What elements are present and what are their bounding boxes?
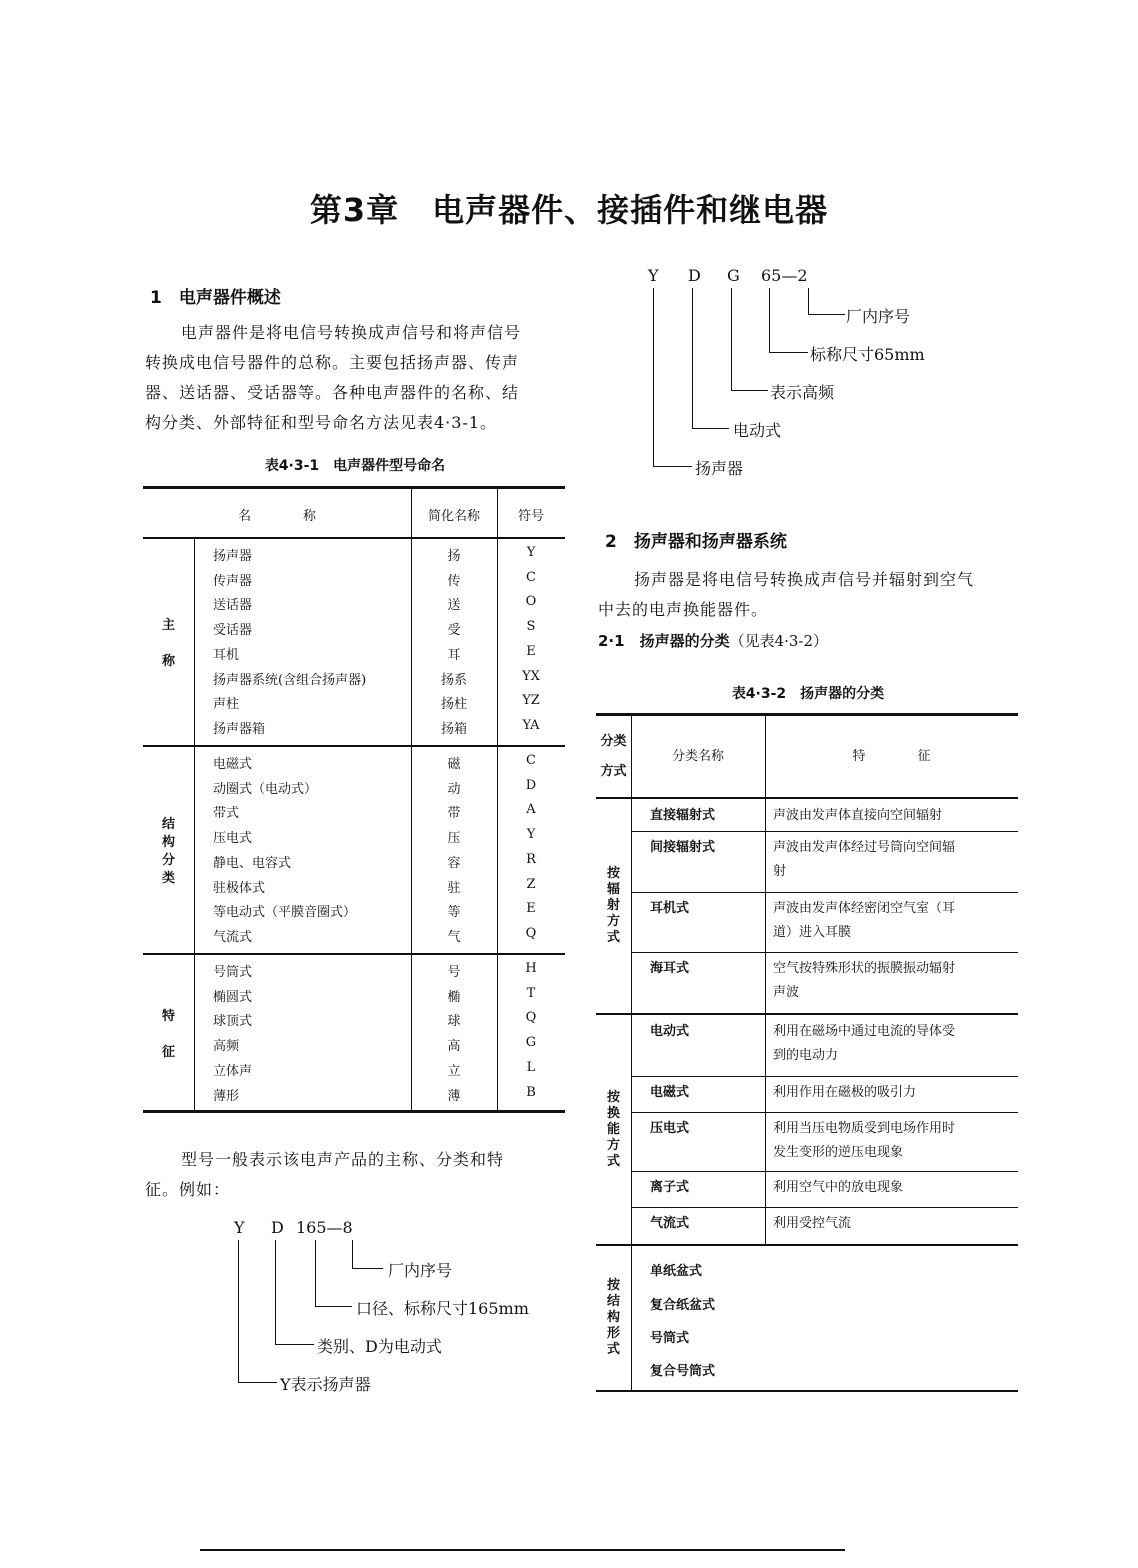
row-feature: 利用空气中的放电现象	[773, 1180, 904, 1195]
table-rule	[143, 953, 565, 955]
para-line: 中去的电声换能器件。	[598, 600, 769, 619]
footer-rule	[200, 1549, 845, 1551]
label: 厂内序号	[388, 1261, 453, 1280]
row-abbr: 扬系	[440, 672, 467, 688]
group-label: 特 征	[161, 1009, 175, 1061]
row-abbr: 扬箱	[440, 721, 467, 737]
label: 电动式	[733, 421, 782, 440]
table-rule	[143, 1110, 565, 1113]
row-abbr: 椭	[447, 989, 461, 1005]
para-line: 征。例如：	[145, 1180, 231, 1199]
row-symbol: R	[526, 851, 536, 867]
code-char: D	[271, 1218, 284, 1237]
group-label: 主 称	[161, 617, 175, 669]
bracket-line	[653, 288, 692, 467]
table-rule	[631, 952, 1018, 953]
row-name: 送话器	[213, 598, 253, 614]
para-line: 转换成电信号器件的总称。主要包括扬声器、传声	[145, 353, 520, 372]
row-abbr: 立	[447, 1063, 461, 1079]
row-name: 静电、电容式	[213, 855, 292, 871]
row-abbr: 磁	[447, 757, 461, 772]
row-symbol: C	[526, 569, 536, 585]
row-abbr: 动	[447, 781, 461, 797]
row-feature: 空气按特殊形状的振膜振动辐射 声波	[773, 961, 956, 1000]
row-symbol: H	[525, 961, 537, 976]
code-char: 165—8	[296, 1218, 353, 1237]
row-symbol: D	[525, 777, 537, 793]
row-abbr: 驻	[447, 880, 461, 896]
row-name: 球顶式	[213, 1014, 253, 1030]
label: 口径、标称尺寸165mm	[356, 1299, 529, 1318]
table-rule	[631, 1207, 1018, 1208]
row-abbr: 送	[447, 598, 461, 614]
table-rule	[631, 1076, 1018, 1077]
label: Y表示扬声器	[280, 1375, 371, 1394]
table-rule	[631, 831, 1018, 832]
row-symbol: E	[526, 901, 536, 917]
table-rule	[596, 1390, 1018, 1392]
bracket-line	[238, 1240, 277, 1383]
subsection-heading: 2·1 扬声器的分类	[598, 632, 730, 650]
row-symbol: L	[526, 1059, 536, 1075]
row-name: 高频	[213, 1039, 240, 1055]
table-rule	[143, 537, 565, 539]
label: 厂内序号	[846, 307, 911, 326]
code-char: Y	[234, 1218, 245, 1237]
subsection-note: （见表4·3-2）	[729, 632, 829, 650]
code-char: G	[727, 266, 740, 285]
para-line: 构分类、外部特征和型号命名方法见表4·3-1。	[145, 413, 498, 432]
row-name: 耳机	[213, 647, 240, 663]
row-abbr: 扬柱	[440, 697, 467, 713]
bracket-line	[315, 1240, 352, 1307]
label: 标称尺寸65mm	[810, 345, 925, 364]
label: 类别、D为电动式	[317, 1337, 442, 1356]
group-label: 按 换 能 方 式	[606, 1089, 620, 1169]
bracket-line	[769, 288, 808, 353]
bracket-line	[692, 288, 729, 429]
row-symbol: S	[526, 619, 536, 635]
row-feature: 利用作用在磁极的吸引力	[773, 1085, 917, 1100]
row-feature: 利用当压电物质受到电场作用时 发生变形的逆压电现象	[773, 1121, 956, 1160]
section-1-paragraph-2	[145, 1145, 570, 1205]
subsection-2-1	[598, 630, 828, 651]
table-rule	[631, 892, 1018, 893]
row-category: 号筒式	[650, 1331, 690, 1346]
row-category: 耳机式	[650, 901, 690, 916]
group-label: 按 结 构 形 式	[606, 1278, 620, 1357]
label: 表示高频	[770, 383, 835, 402]
row-abbr: 压	[447, 831, 461, 847]
header-feature: 特 征	[852, 749, 931, 764]
row-category: 电动式	[650, 1024, 690, 1039]
row-symbol: C	[526, 753, 536, 768]
row-name: 电磁式	[213, 757, 253, 772]
table-2-caption: 表4·3-2 扬声器的分类	[731, 686, 885, 702]
row-abbr: 耳	[447, 647, 461, 663]
row-category: 复合号筒式	[650, 1364, 716, 1379]
row-abbr: 气	[447, 929, 461, 945]
table-rule	[631, 716, 632, 1391]
header-abbr: 简化名称	[427, 509, 480, 524]
row-abbr: 传	[447, 573, 461, 589]
row-name: 扬声器系统(含组合扬声器)	[213, 672, 367, 688]
chapter-title: 第3章 电声器件、接插件和继电器	[309, 191, 829, 229]
table-rule	[596, 713, 1018, 716]
table-rule	[596, 1013, 1018, 1015]
group-label: 结 构 分 类	[161, 816, 175, 886]
section-2-paragraph	[598, 565, 1028, 625]
row-symbol: O	[525, 594, 537, 610]
code-char: Y	[648, 266, 659, 285]
row-category: 电磁式	[650, 1085, 690, 1100]
label: 扬声器	[695, 459, 744, 478]
bracket-line	[731, 288, 768, 391]
header-name: 名 称	[237, 509, 316, 524]
row-name: 立体声	[213, 1063, 253, 1079]
table-rule	[143, 486, 565, 489]
row-abbr: 薄	[447, 1088, 461, 1104]
section-2-heading: 2 扬声器和扬声器系统	[605, 532, 787, 552]
row-name: 气流式	[213, 929, 253, 945]
table-rule	[596, 797, 1018, 799]
row-symbol: A	[526, 802, 536, 818]
para-line: 器、送话器、受话器等。各种电声器件的名称、结	[145, 383, 520, 402]
table-rule	[765, 716, 766, 1246]
row-symbol: Y	[526, 827, 536, 843]
row-feature: 声波由发声体经密闭空气室（耳 道）进入耳膜	[773, 901, 956, 940]
row-name: 驻极体式	[213, 880, 266, 896]
code-char: D	[688, 266, 701, 285]
row-abbr: 号	[447, 965, 461, 980]
row-name: 扬声器	[213, 549, 253, 564]
row-symbol: E	[526, 643, 536, 659]
row-symbol: T	[526, 985, 536, 1001]
row-name: 扬声器箱	[213, 721, 266, 737]
section-1-paragraph	[145, 318, 570, 438]
header-category: 分类名称	[671, 749, 724, 764]
row-abbr: 球	[447, 1014, 461, 1030]
code-char: 65—2	[761, 266, 808, 285]
row-category: 气流式	[650, 1216, 690, 1231]
row-symbol: YX	[522, 668, 540, 684]
row-abbr: 带	[447, 806, 461, 822]
row-symbol: Y	[526, 545, 536, 560]
row-feature: 利用在磁场中通过电流的导体受 到的电动力	[773, 1024, 956, 1063]
row-abbr: 容	[447, 855, 461, 871]
row-symbol: Q	[525, 925, 537, 941]
table-1-caption: 表4·3-1 电声器件型号命名	[264, 458, 446, 474]
row-name: 传声器	[213, 573, 253, 589]
row-category: 压电式	[650, 1121, 690, 1136]
row-feature: 声波由发声体直接向空间辐射	[773, 808, 943, 823]
row-abbr: 受	[447, 623, 461, 639]
row-category: 直接辐射式	[650, 808, 716, 823]
row-category: 海耳式	[650, 961, 690, 976]
row-feature: 利用受控气流	[773, 1216, 852, 1231]
para-line: 型号一般表示该电声产品的主称、分类和特	[181, 1150, 505, 1169]
row-abbr: 高	[447, 1039, 461, 1055]
row-category: 复合纸盆式	[650, 1298, 716, 1313]
row-name: 等电动式（平膜音圈式）	[213, 905, 357, 921]
row-abbr: 等	[447, 905, 461, 921]
row-name: 声柱	[213, 697, 240, 713]
para-line: 扬声器是将电信号转换成声信号并辐射到空气	[634, 570, 975, 589]
table-rule	[631, 1171, 1018, 1172]
row-name: 受话器	[213, 623, 253, 639]
group-label: 按 辐 射 方 式	[606, 866, 620, 945]
header-symbol: 符号	[517, 509, 544, 524]
bracket-line	[275, 1240, 314, 1345]
section-1-heading: 1 电声器件概述	[150, 288, 281, 308]
row-symbol: Q	[525, 1010, 537, 1026]
row-feature: 声波由发声体经过号筒向空间辐 射	[773, 840, 956, 879]
para-line: 电声器件是将电信号转换成声信号和将声信号	[181, 323, 522, 342]
row-category: 离子式	[650, 1180, 690, 1195]
row-symbol: B	[526, 1084, 536, 1100]
row-symbol: G	[525, 1035, 537, 1051]
row-name: 带式	[213, 806, 240, 822]
bracket-line	[352, 1240, 383, 1269]
row-name: 薄形	[213, 1088, 240, 1104]
bracket-line	[808, 288, 845, 315]
table-rule	[143, 745, 565, 747]
row-symbol: YA	[522, 717, 540, 733]
table-rule	[194, 539, 195, 1111]
row-name: 椭圆式	[213, 989, 253, 1005]
row-name: 动圈式（电动式）	[213, 781, 318, 797]
row-name: 压电式	[213, 831, 253, 847]
table-rule	[596, 1244, 1018, 1246]
row-category: 间接辐射式	[650, 840, 716, 855]
row-category: 单纸盆式	[650, 1264, 703, 1279]
row-name: 号筒式	[213, 965, 253, 980]
header-method: 分类 方式	[600, 734, 627, 779]
row-symbol: Z	[526, 876, 536, 892]
table-rule	[631, 1112, 1018, 1113]
row-symbol: YZ	[522, 693, 540, 709]
row-abbr: 扬	[447, 549, 461, 564]
